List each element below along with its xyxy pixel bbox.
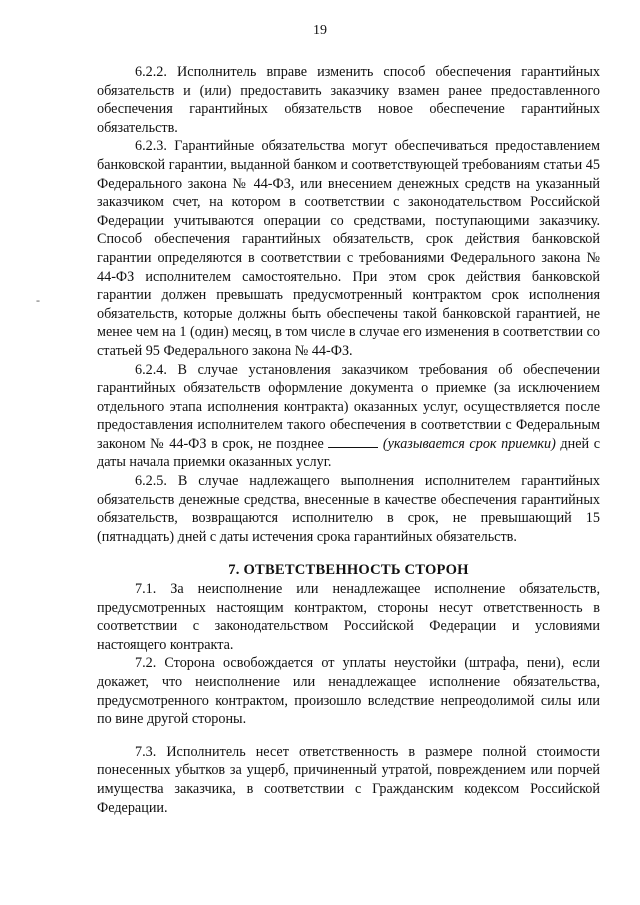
paragraph-7-2: 7.2. Сторона освобождается от уплаты неустойки (штрафа, пени), если докажет, что неисполнение или ненадлежащее исполнение обязательства, предусмотренного контрактом, произошло вследствие непреодолимой силы или по вине другой стороны. [97,655,600,728]
section-7-title: 7. ОТВЕТСТВЕННОСТЬ СТОРОН [228,562,469,579]
paragraph-6-2-5: 6.2.5. В случае надлежащего выполнения исполнителем гарантийных обязательств денежные средства, внесенные в качестве обеспечения гарантийных обязательств, возвращаются исполнителю в срок, не превышающий 15 (пятнадцать) дней с даты истечения срока гарантийных обязательств. [97,473,600,545]
paragraph-6-2-4-text: 6.2.4. В случае установления заказчиком требования об обеспечении гарантийных обязательств оформление документа о приемке (за исключением отдельного этапа исполнения контракта) оказанных услуг, осуществляется после предоставления исполнителем такого обеспечения в соответствии с Федеральным законом № 44-ФЗ в срок, не позднее [97,361,600,452]
fill-in-blank [328,435,378,448]
paragraph-6-2-4-hint: (указывается срок приемки) [382,435,556,452]
document-body [97,63,600,817]
paragraph-6-2-4 [97,361,600,473]
paragraph-6-2-4-tail: дней с даты начала приемки оказанных услуг. [97,435,601,471]
paragraph-7-1: 7.1. За неисполнение или ненадлежащее исполнение обязательств, предусмотренных настоящим контрактом, стороны несут ответственность в соответствии с законодательством Российской Федерации и условиями настоящего контракта. [97,581,600,653]
page-number: 19 [313,23,327,38]
paragraph-6-2-3: 6.2.3. Гарантийные обязательства могут обеспечиваться предоставлением банковской гарантии, выданной банком и соответствующей требованиям статьи 45 Федерального закона № 44-ФЗ, или внесением денежных средств на указанный заказчиком счет, на котором в соответствии с законодательством Российской Федерации учитываются операции со средствами, поступающими заказчику. Способ обеспечения гарантийных обязательств, срок действия банковской гарантии определяются в соответствии с требованиями Федерального закона № 44-ФЗ исполнителем самостоятельно. При этом срок действия банковской гарантии должен превышать предусмотренный контрактом срок исполнения обязательств, которые должны быть обеспечены такой банковской гарантией, не менее чем на 1 (один) месяц, в том числе в случае его изменения в соответствии со статьей 95 Федерального закона № 44-ФЗ. [97,138,600,359]
margin-mark: - [36,293,40,307]
paragraph-gap [97,729,600,743]
paragraph-7-3: 7.3. Исполнитель несет ответственность в размере полной стоимости понесенных убытков за ущерб, причиненный утратой, повреждением или порчей имущества заказчика, в соответствии с Гражданским кодексом Российской Федерации. [97,743,600,816]
paragraph-6-2-2: 6.2.2. Исполнитель вправе изменить способ обеспечения гарантийных обязательств и (или) предоставить заказчику взамен ранее предоставленного обеспечения гарантийных обязательств новое обеспечение гарантийных обязательств. [97,64,600,136]
